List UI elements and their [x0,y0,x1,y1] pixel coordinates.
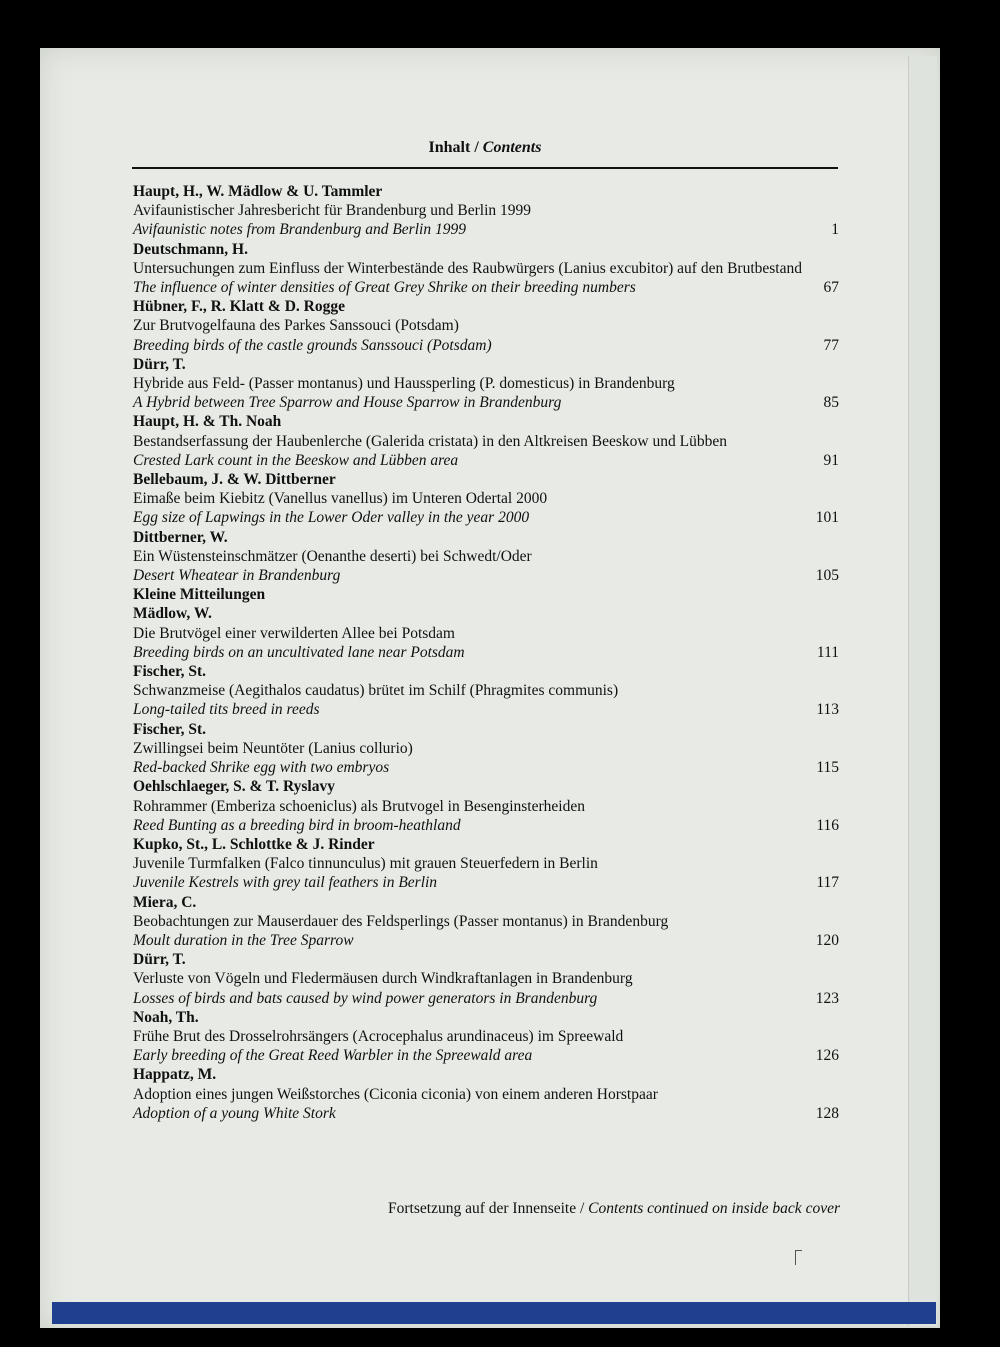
entry-page-number: 126 [815,1047,839,1065]
toc-entry [133,240,839,298]
entry-page-number: 67 [823,279,839,297]
entry-author: Haupt, H., W. Mädlow & U. Tammler [133,183,383,200]
section-title: Kleine Mitteilungen [133,586,266,604]
entry-title-de: Verluste von Vögeln und Fledermäusen durch Windkraftanlagen in Brandenburg [133,970,633,988]
entry-title-de: Schwanzmeise (Aegithalos caudatus) brütet im Schilf (Phragmites communis) [133,682,619,700]
entry-author: Bellebaum, J. & W. Dittberner [133,471,336,489]
entry-page-number: 1 [831,221,839,239]
entry-page-number: 115 [816,759,839,777]
toc-entry [133,1065,839,1123]
toc-entry [133,662,839,720]
entry-title-de: Rohrammer (Emberiza schoeniclus) als Brutvogel in Besenginsterheiden [133,797,585,815]
entry-author: Happatz, M. [133,1066,217,1084]
entry-title-en: Reed Bunting as a breeding bird in broom-heathland [133,816,461,834]
entry-title-en: Avifaunistic notes from Brandenburg and Berlin 1999 [133,221,466,239]
toc-entry [133,893,839,951]
short-notes-list [133,604,839,1122]
entry-title-en: Egg size of Lapwings in the Lower Oder valley in the year 2000 [133,509,530,527]
toc-entry [133,1008,839,1066]
entry-author: Miera, C. [133,893,197,911]
entry-title-en: Losses of birds and bats caused by wind power generators in Brandenburg [133,989,598,1007]
entry-author: Mädlow, W. [133,605,212,623]
heading-rule [132,167,838,169]
toc-entry [133,720,839,778]
entry-title-de: Juvenile Turmfalken (Falco tinnunculus) mit grauen Steuerfedern in Berlin [133,855,598,873]
entry-page-number: 101 [815,509,839,527]
toc-entry [133,412,839,470]
entry-title-de: Hybride aus Feld- (Passer montanus) und Haussperling (P. domesticus) in Brandenburg [133,375,675,393]
entry-title-en: Crested Lark count in the Beeskow and Lübben area [133,451,459,469]
entry-page-number: 113 [816,701,839,719]
entry-author: Hübner, F., R. Klatt & D. Rogge [133,298,345,316]
entry-title-de: Eimaße beim Kiebitz (Vanellus vanellus) im Unteren Odertal 2000 [133,490,548,508]
entry-page-number: 123 [815,989,839,1007]
entry-title-en: The influence of winter densities of Great Grey Shrike on their breeding numbers [133,279,636,297]
toc-entry [133,604,839,662]
entry-page-number: 91 [823,451,839,469]
entry-title-de: Zwillingsei beim Neuntöter (Lanius collurio) [133,739,413,757]
entry-author: Oehlschlaeger, S. & T. Ryslavy [133,778,335,796]
entry-title-en: Red-backed Shrike egg with two embryos [133,759,390,777]
entry-title-en: Long-tailed tits breed in reeds [133,701,320,719]
entry-title-de: Ein Wüstensteinschmätzer (Oenanthe deserti) bei Schwedt/Oder [133,547,532,565]
toc-entry [133,950,839,1008]
table-of-contents [133,182,839,1123]
article-list [133,182,839,585]
entry-page-number: 111 [816,643,839,661]
entry-page-number: 120 [815,931,839,949]
entry-page-number: 85 [823,394,839,412]
entry-title-en: Juvenile Kestrels with grey tail feathers in Berlin [133,874,438,892]
entry-page-number: 116 [816,816,839,834]
toc-entry [133,528,839,586]
entry-title-en: Adoption of a young White Stork [133,1104,336,1122]
toc-entry [133,835,839,893]
entry-title-de: Untersuchungen zum Einfluss der Winterbestände des Raubwürgers (Lanius excubitor) auf den Brutbestand [133,259,802,277]
toc-entry [133,355,839,413]
entry-author: Dürr, T. [133,951,186,969]
entry-author: Kupko, St., L. Schlottke & J. Rinder [133,835,375,853]
entry-title-en: Breeding birds of the castle grounds Sanssouci (Potsdam) [133,336,492,354]
heading-de: Inhalt / [428,139,479,156]
footer-de: Fortsetzung auf der Innenseite / [388,1200,585,1217]
pencil-mark [795,1250,802,1265]
entry-title-en: Early breeding of the Great Reed Warbler in the Spreewald area [133,1047,533,1065]
entry-title-de: Avifaunistischer Jahresbericht für Brandenburg und Berlin 1999 [133,202,532,220]
entry-title-de: Bestandserfassung der Haubenlerche (Galerida cristata) in den Altkreisen Beeskow und Lübben [133,432,727,450]
toc-entry [133,777,839,835]
entry-page-number: 117 [816,874,839,892]
entry-title-en: Breeding birds on an uncultivated lane near Potsdam [133,643,465,661]
toc-entry [133,470,839,528]
entry-author: Deutschmann, H. [133,240,248,258]
entry-author: Haupt, H. & Th. Noah [133,413,282,431]
entry-title-en: Desert Wheatear in Brandenburg [133,567,341,585]
contents-heading [0,139,1000,157]
entry-title-de: Beobachtungen zur Mauserdauer des Feldsperlings (Passer montanus) in Brandenburg [133,912,669,930]
entry-page-number: 77 [823,336,839,354]
entry-author: Dürr, T. [133,355,186,373]
blue-stripe [52,1302,936,1324]
heading-en: Contents [482,139,542,156]
entry-title-de: Zur Brutvogelfauna des Parkes Sanssouci (Potsdam) [133,317,459,335]
entry-author: Noah, Th. [133,1008,199,1026]
entry-title-en: A Hybrid between Tree Sparrow and House Sparrow in Brandenburg [133,394,562,412]
entry-page-number: 105 [815,567,839,585]
toc-entry [133,297,839,355]
entry-author: Dittberner, W. [133,528,228,546]
entry-title-de: Adoption eines jungen Weißstorches (Ciconia ciconia) von einem anderen Horstpaar [133,1085,658,1103]
entry-author: Fischer, St. [133,663,207,681]
footer-note [388,1200,840,1218]
entry-title-de: Frühe Brut des Drosselrohrsängers (Acrocephalus arundinaceus) im Spreewald [133,1027,624,1045]
page-edge [908,56,937,1326]
entry-title-de: Die Brutvögel einer verwilderten Allee bei Potsdam [133,624,455,642]
entry-page-number: 128 [815,1104,839,1122]
entry-author: Fischer, St. [133,720,207,738]
entry-title-en: Moult duration in the Tree Sparrow [133,931,354,949]
footer-en: Contents continued on inside back cover [588,1200,840,1217]
toc-entry [133,182,839,240]
